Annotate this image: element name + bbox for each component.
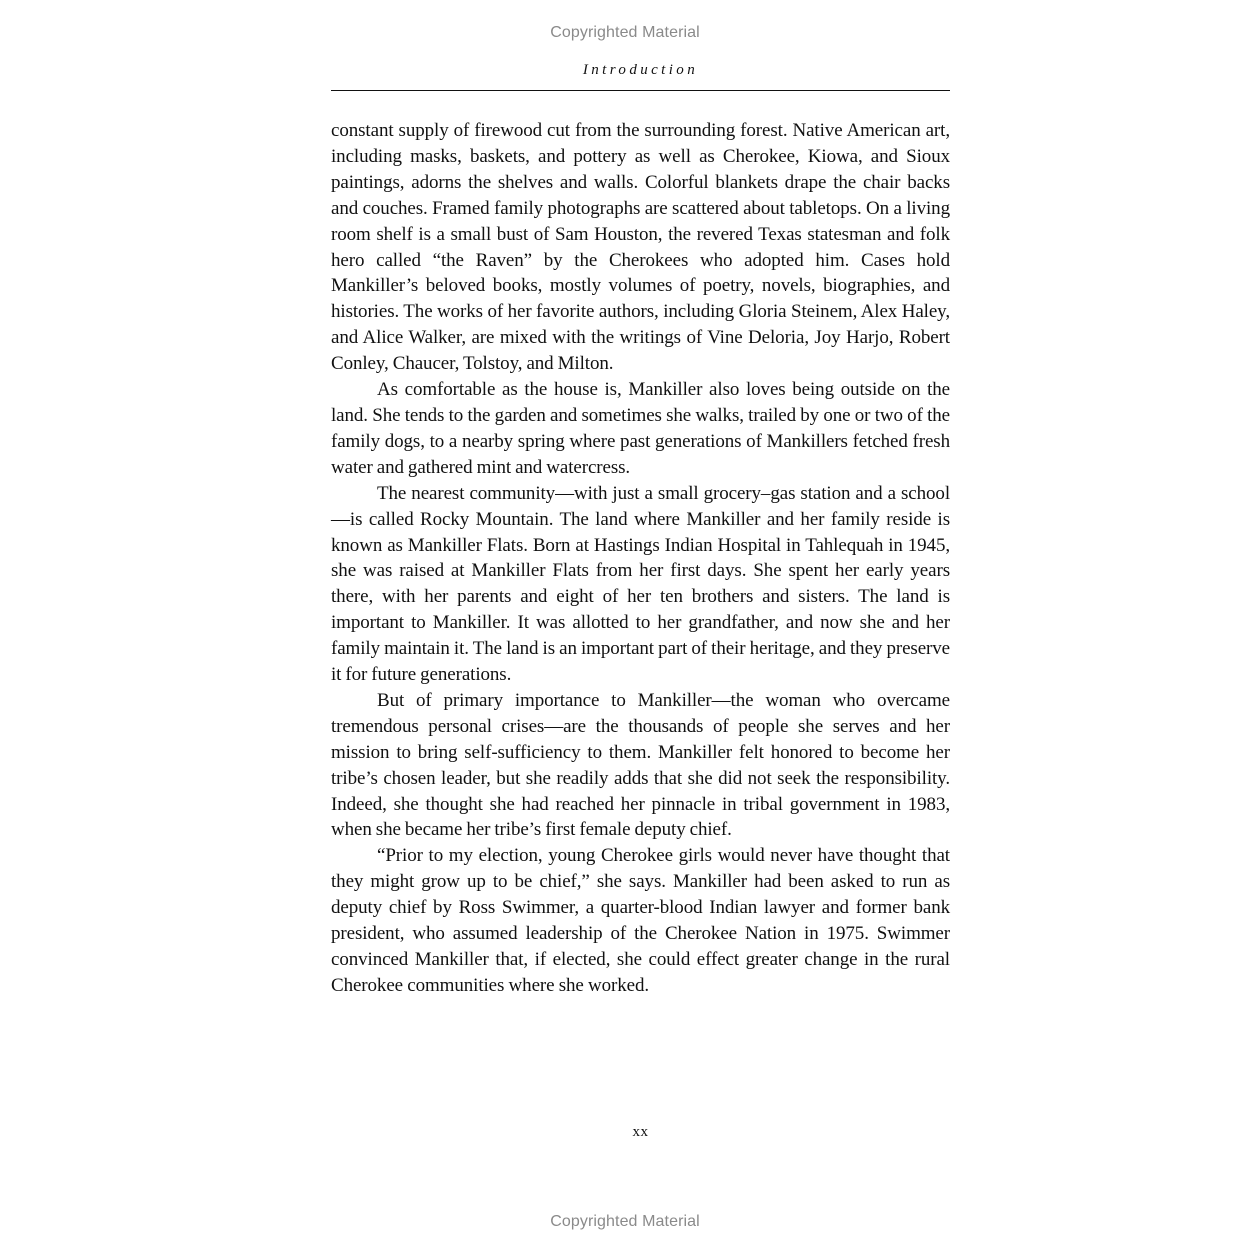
running-head: Introduction <box>582 62 699 78</box>
page-body <box>331 118 950 999</box>
body-paragraph: “Prior to my election, young Cherokee girls would never have thought that they might grow up to be chief,” she says. Mankiller had been asked to run as deputy chief by Ross Swimmer, a quarter-blood Indian lawyer and former bank president, who assumed leadership of the Cherokee Nation in 1975. Swimmer convinced Mankiller that, if elected, she could effect greater change in the rural Cherokee communities where she worked. <box>331 845 950 996</box>
body-paragraph: As comfortable as the house is, Mankiller also loves being outside on the land. She tends to the garden and sometimes she walks, trailed by one or two of the family dogs, to a nearby spring where past generations of Mankillers fetched fresh water and gathered mint and watercress. <box>331 379 950 478</box>
copyright-watermark-top: Copyrighted Material <box>550 24 700 41</box>
header-rule <box>331 90 950 91</box>
copyright-watermark-bottom: Copyrighted Material <box>550 1213 700 1230</box>
page-number: xx <box>632 1124 649 1140</box>
body-paragraph: But of primary importance to Mankiller—the woman who overcame tremendous personal crises—are the thousands of people she serves and her mission to bring self-sufficiency to them. Mankiller felt honored to become her tribe’s chosen leader, but she readily adds that she did not seek the responsibility. Indeed, she thought she had reached her pinnacle in tribal government in 1983, when she became her tribe’s first female deputy chief. <box>331 689 950 841</box>
body-paragraph: constant supply of firewood cut from the surrounding forest. Native American art, including masks, baskets, and pottery as well as Cherokee, Kiowa, and Sioux paintings, adorns the shelves and walls. Colorful blankets drape the chair backs and couches. Framed family photographs are scattered about tabletops. On a living room shelf is a small bust of Sam Houston, the revered Texas statesman and folk hero called “the Raven” by the Cherokees who adopted him. Cases hold Mankiller’s beloved books, mostly volumes of poetry, novels, biographies, and histories. The works of her favorite authors, including Gloria Steinem, Alex Haley, and Alice Walker, are mixed with the writings of Vine Deloria, Joy Harjo, Robert Conley, Chaucer, Tolstoy, and Milton. <box>331 120 950 375</box>
body-paragraph: The nearest community—with just a small grocery–gas station and a school—is called Rocky Mountain. The land where Mankiller and her family reside is known as Mankiller Flats. Born at Hastings Indian Hospital in Tahlequah in 1945, she was raised at Mankiller Flats from her first days. She spent her early years there, with her parents and eight of her ten brothers and sisters. The land is important to Mankiller. It was allotted to her grandfather, and now she and her family maintain it. The land is an important part of their heritage, and they preserve it for future generations. <box>331 482 950 686</box>
